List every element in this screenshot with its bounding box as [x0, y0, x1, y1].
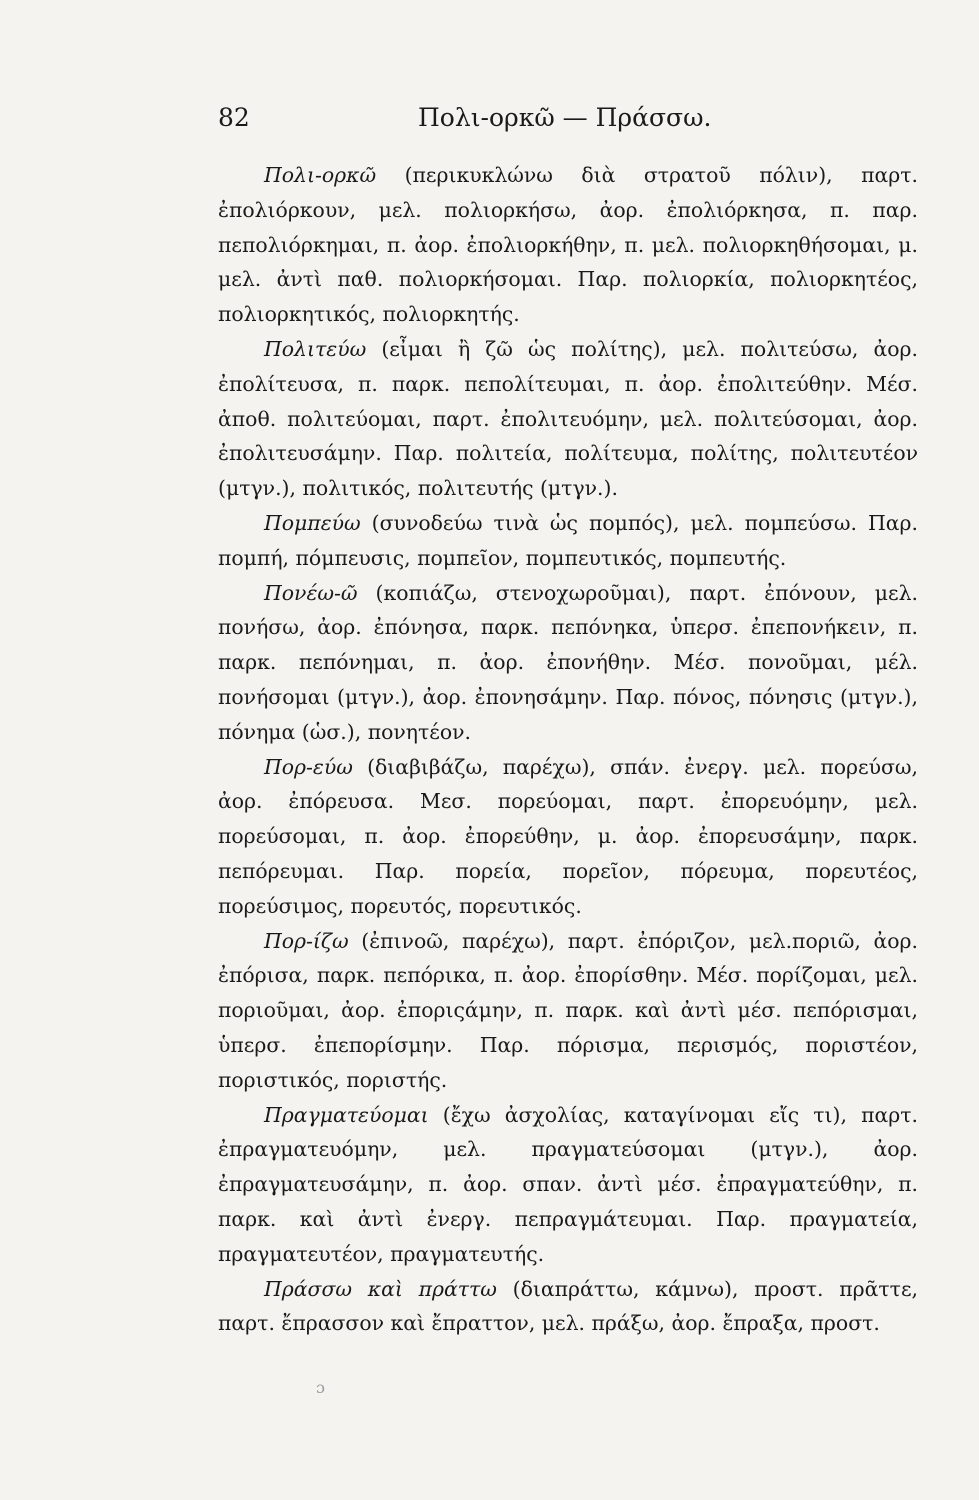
headword: Πορ-εύω [264, 754, 353, 779]
page-header [218, 103, 918, 143]
entry-definition: (κοπιάζω, στενοχωροῦμαι), παρτ. ἐπόνουν, μελ. πονήσω, ἀορ. ἐπόνησα, παρκ. πεπόνηκα, ὑπερσ. ἐπεπονήκειν, π. παρκ. πεπόνημαι, π. ἀορ. ἐπονήθην. Μέσ. πονοῦμαι, μέλ. πονήσομαι (μτγν.), ἀορ. ἐπονησάμην. Παρ. πόνος, πόνησις (μτγν.), πόνημα (ὡσ.), πονητέον. [218, 580, 918, 744]
headword: Πράσσω καὶ πράττω [264, 1276, 497, 1301]
entry-definition: (συνοδεύω τινὰ ὡς πομπός), μελ. πομπεύσω. Παρ. πομπή, πόμπευσις, πομπεῖον, πομπευτικός, πομπευτής. [218, 510, 918, 570]
entry-pompeuo [218, 506, 918, 576]
headword: Πολι-ορκῶ [264, 163, 377, 187]
entry-definition: (διαβιβάζω, παρέχω), σπάν. ἐνεργ. μελ. πορεύσω, ἀορ. ἐπόρευσα. Μεσ. πορεύομαι, παρτ. ἐπορευόμην, μελ. πορεύσομαι, π. ἀορ. ἐπορεύθην, μ. ἀορ. ἐπορευσάμην, παρκ. πεπόρευμαι. Παρ. πορεία, πορεῖον, πόρευμα, πορευτέος, πορεύσιμος, πορευτός, πορευτικός. [218, 754, 918, 918]
stray-mark: ɔ [316, 1378, 325, 1397]
headword: Πορ-ίζω [264, 928, 349, 953]
entry-pragmateuomai [218, 1098, 918, 1272]
headword: Πονέω-ῶ [264, 580, 358, 605]
entry-poreuo [218, 750, 918, 924]
entry-definition: (περικυκλώνω διὰ στρατοῦ πόλιν), παρτ. ἐπολιόρκουν, μελ. πολιορκήσω, ἀορ. ἐπολιόρκησα, π. παρ. πεπολιόρκημαι, π. ἀορ. ἐπολιορκήθην, π. μελ. πολιορκηθήσομαι, μ. μελ. ἀντὶ παθ. πολιορκήσομαι. Παρ. πολιορκία, πολιορκητέος, πολιορκητικός, πολιορκητής. [218, 163, 918, 327]
running-head: Πολι-ορκῶ — Πράσσω. [418, 103, 712, 132]
entry-prasso [218, 1272, 918, 1342]
entry-definition: (ἐπινοῶ, παρέχω), παρτ. ἐπόριζον, μελ.ποριῶ, ἀορ. ἐπόρισα, παρκ. πεπόρικα, π. ἀορ. ἐπορίσθην. Μέσ. πορίζομαι, μελ. ποριοῦμαι, ἀορ. ἐποριςάμην, π. παρκ. καὶ ἀντὶ μέσ. πεπόρισμαι, ὑπερσ. ἐπεπορίσμην. Παρ. πόρισμα, περισμός, ποριστέον, ποριστικός, ποριστής. [218, 928, 918, 1092]
dictionary-entries [218, 158, 918, 1341]
entry-poneo [218, 576, 918, 750]
entry-definition: (διαπράττω, κάμνω), προστ. πρᾶττε, παρτ. ἔπρασσον καὶ ἔπραττον, μελ. πράξω, ἀορ. ἔπραξα, προστ. [218, 1276, 918, 1336]
page-number: 82 [218, 103, 250, 132]
entry-porizo [218, 924, 918, 1098]
entry-definition: (ἔχω ἀσχολίας, καταγίνομαι εἴς τι), παρτ. ἐπραγματευόμην, μελ. πραγματεύσομαι (μτγν.), ἀορ. ἐπραγματευσάμην, π. ἀορ. σπαν. ἀντὶ μέσ. ἐπραγματεύθην, π. παρκ. καὶ ἀντὶ ἐνεργ. πεπραγμάτευμαι. Παρ. πραγματεία, πραγματευτέον, πραγματευτής. [218, 1102, 918, 1266]
entry-poliorko [218, 158, 918, 332]
headword: Πομπεύω [264, 510, 361, 535]
entry-politeuo [218, 332, 918, 506]
headword: Πολιτεύω [264, 336, 367, 361]
entry-definition: (εἶμαι ἢ ζῶ ὡς πολίτης), μελ. πολιτεύσω, ἀορ. ἐπολίτευσα, π. παρκ. πεπολίτευμαι, π. ἀορ. ἐπολιτεύθην. Μέσ. ἀποθ. πολιτεύομαι, παρτ. ἐπολιτευόμην, μελ. πολιτεύσομαι, ἀορ. ἐπολιτευσάμην. Παρ. πολιτεία, πολίτευμα, πολίτης, πολιτευτέον (μτγν.), πολιτικός, πολιτευτής (μτγν.). [218, 336, 918, 501]
headword: Πραγματεύομαι [264, 1102, 429, 1127]
